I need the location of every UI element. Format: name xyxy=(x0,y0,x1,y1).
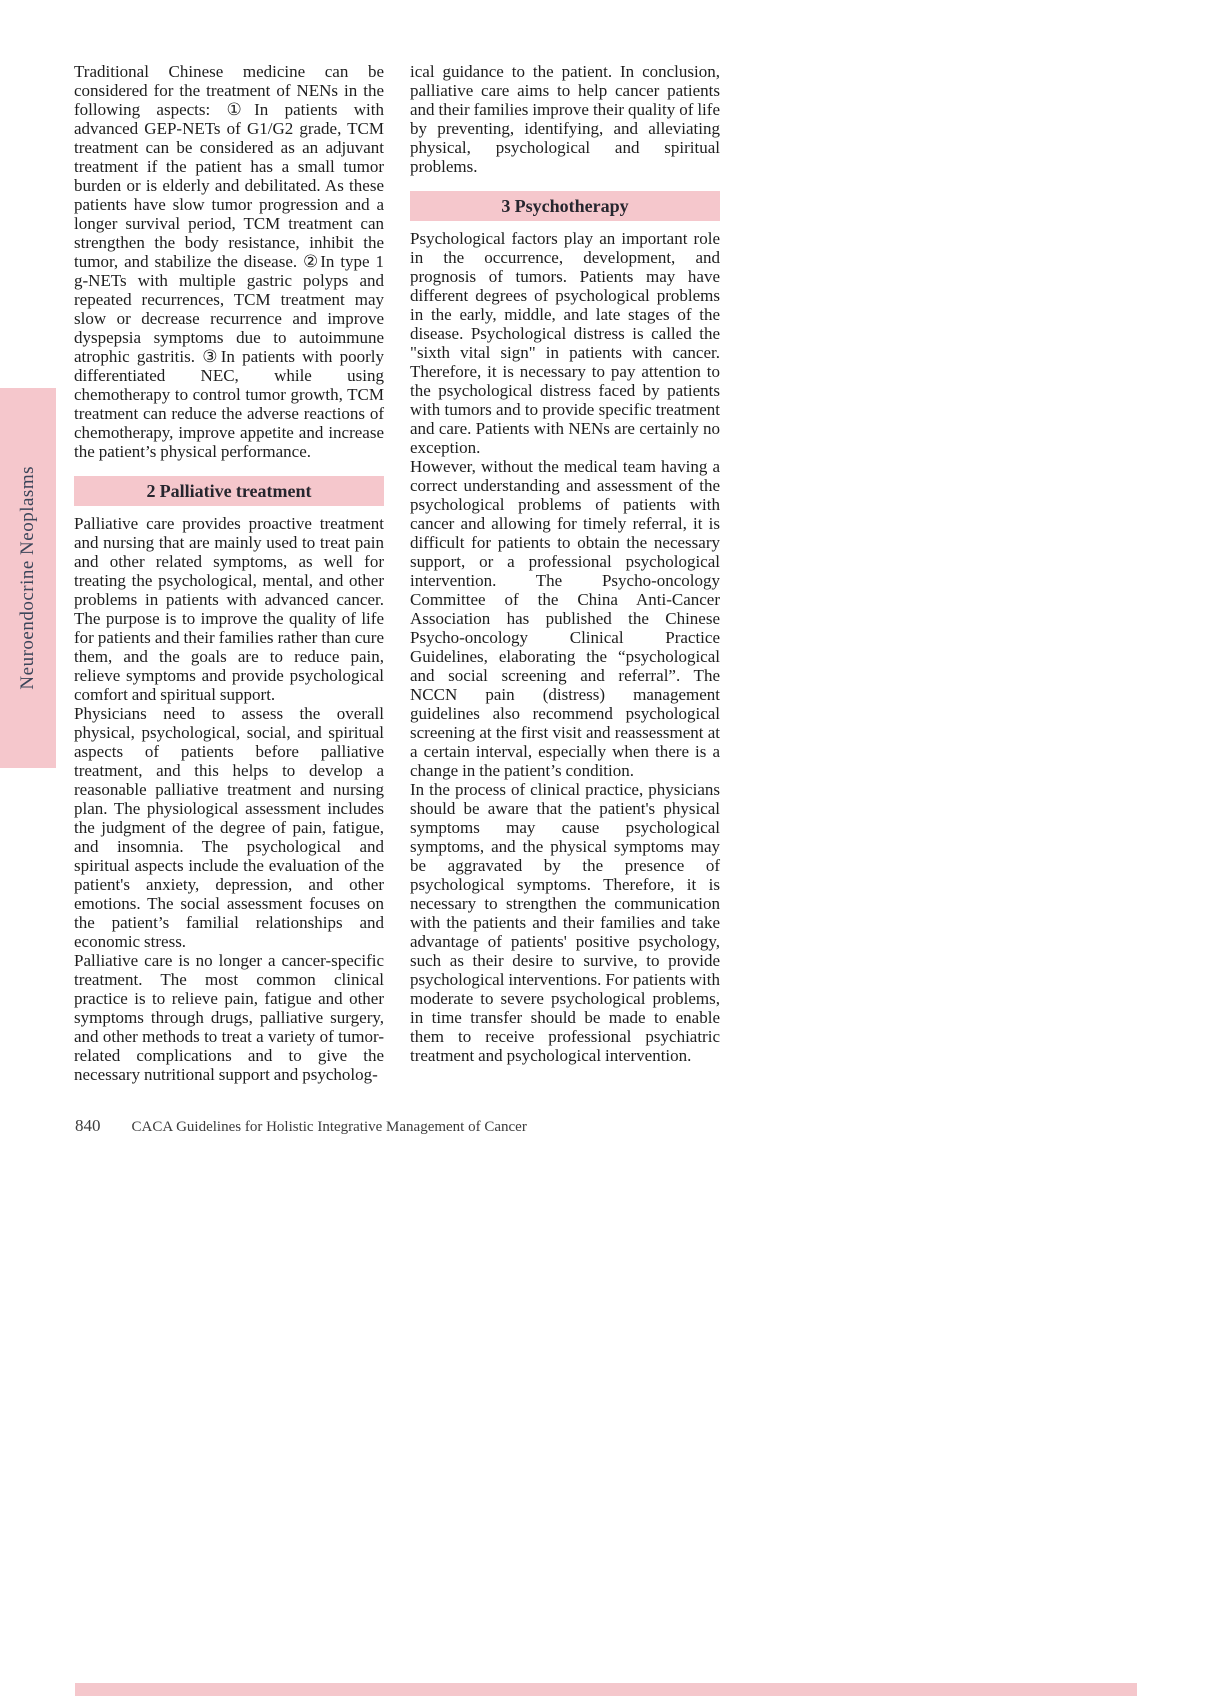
body-paragraph: ical guidance to the patient. In conclusion, palliative care aims to help cancer patients and their families improve their quality of life by preventing, identifying, and alleviating physical, psychological and spiritual problems. xyxy=(410,62,720,176)
section-header-psychotherapy xyxy=(410,191,720,221)
page-number: 840 xyxy=(75,1116,101,1135)
right-column xyxy=(410,62,720,1065)
body-paragraph: Palliative care is no longer a cancer-specific treatment. The most common clinical practice is to relieve pain, fatigue and other symptoms through drugs, palliative surgery, and other methods to treat a variety of tumor-related complications and to give the necessary nutritional support and psycholog- xyxy=(74,951,384,1084)
section-header-label: 3 Psychotherapy xyxy=(501,196,629,216)
body-paragraph: Psychological factors play an important role in the occurrence, development, and prognosis of tumors. Patients may have different degrees of psychological problems in the early, middle, and late stages of the disease. Psychological distress is called the "sixth vital sign" in patients with cancer. Therefore, it is necessary to pay attention to the psychological distress faced by patients with tumors and to provide specific treatment and care. Patients with NENs are certainly no exception. xyxy=(410,229,720,457)
body-paragraph: Physicians need to assess the overall physical, psychological, social, and spiritual aspects of patients before palliative treatment, and this helps to develop a reasonable palliative treatment and nursing plan. The physiological assessment includes the judgment of the degree of pain, fatigue, and insomnia. The psychological and spiritual aspects include the evaluation of the patient's anxiety, depression, and other emotions. The social assessment focuses on the patient’s familial relationships and economic stress. xyxy=(74,704,384,951)
bottom-accent-bar xyxy=(75,1683,1137,1696)
body-paragraph: However, without the medical team having a correct understanding and assessment of the psychological problems of patients with cancer and allowing for timely referral, it is difficult for patients to obtain the necessary support, or a professional psychological intervention. The Psycho-oncology Committee of the China Anti-Cancer Association has published the Chinese Psycho-oncology Clinical Practice Guidelines, elaborating the “psychological and social screening and referral”. The NCCN pain (distress) management guidelines also recommend psychological screening at the first visit and reassessment at a certain interval, especially when there is a change in the patient’s condition. xyxy=(410,457,720,780)
page-footer xyxy=(75,1116,527,1136)
section-header-label: 2 Palliative treatment xyxy=(146,481,312,501)
body-paragraph: Traditional Chinese medicine can be considered for the treatment of NENs in the following aspects: ①In patients with advanced GEP-NETs of G1/G2 grade, TCM treatment can be considered as an adjuvant treatment if the patient has a small tumor burden or is elderly and debilitated. As these patients have slow tumor progression and a longer survival period, TCM treatment can strengthen the body resistance, inhibit the tumor, and stabilize the disease. ②In type 1 g-NETs with multiple gastric polyps and repeated recurrences, TCM treatment may slow or decrease recurrence and improve dyspepsia symptoms due to autoimmune atrophic gastritis. ③In patients with poorly differentiated NEC, while using chemotherapy to control tumor growth, TCM treatment can reduce the adverse reactions of chemotherapy, improve appetite and increase the patient’s physical performance. xyxy=(74,62,384,461)
footer-title: CACA Guidelines for Holistic Integrative Management of Cancer xyxy=(131,1119,527,1135)
left-column xyxy=(74,62,384,1084)
body-paragraph: In the process of clinical practice, physicians should be aware that the patient's physical symptoms may cause psychological symptoms, and the physical symptoms may be aggravated by the presence of psychological symptoms. Therefore, it is necessary to strengthen the communication with the patients and their families and take advantage of patients' positive psychology, such as their desire to survive, to provide psychological interventions. For patients with moderate to severe psychological problems, in time transfer should be made to enable them to receive professional psychiatric treatment and psychological intervention. xyxy=(410,780,720,1065)
chapter-tab xyxy=(0,388,56,768)
body-paragraph: Palliative care provides proactive treatment and nursing that are mainly used to treat pain and other related symptoms, as well for treating the psychological, mental, and other problems in patients with advanced cancer. The purpose is to improve the quality of life for patients and their families rather than cure them, and the goals are to reduce pain, relieve symptoms and provide psychological comfort and spiritual support. xyxy=(74,514,384,704)
chapter-tab-label: Neuroendocrine Neoplasms xyxy=(17,466,38,690)
section-header-palliative-treatment xyxy=(74,476,384,506)
